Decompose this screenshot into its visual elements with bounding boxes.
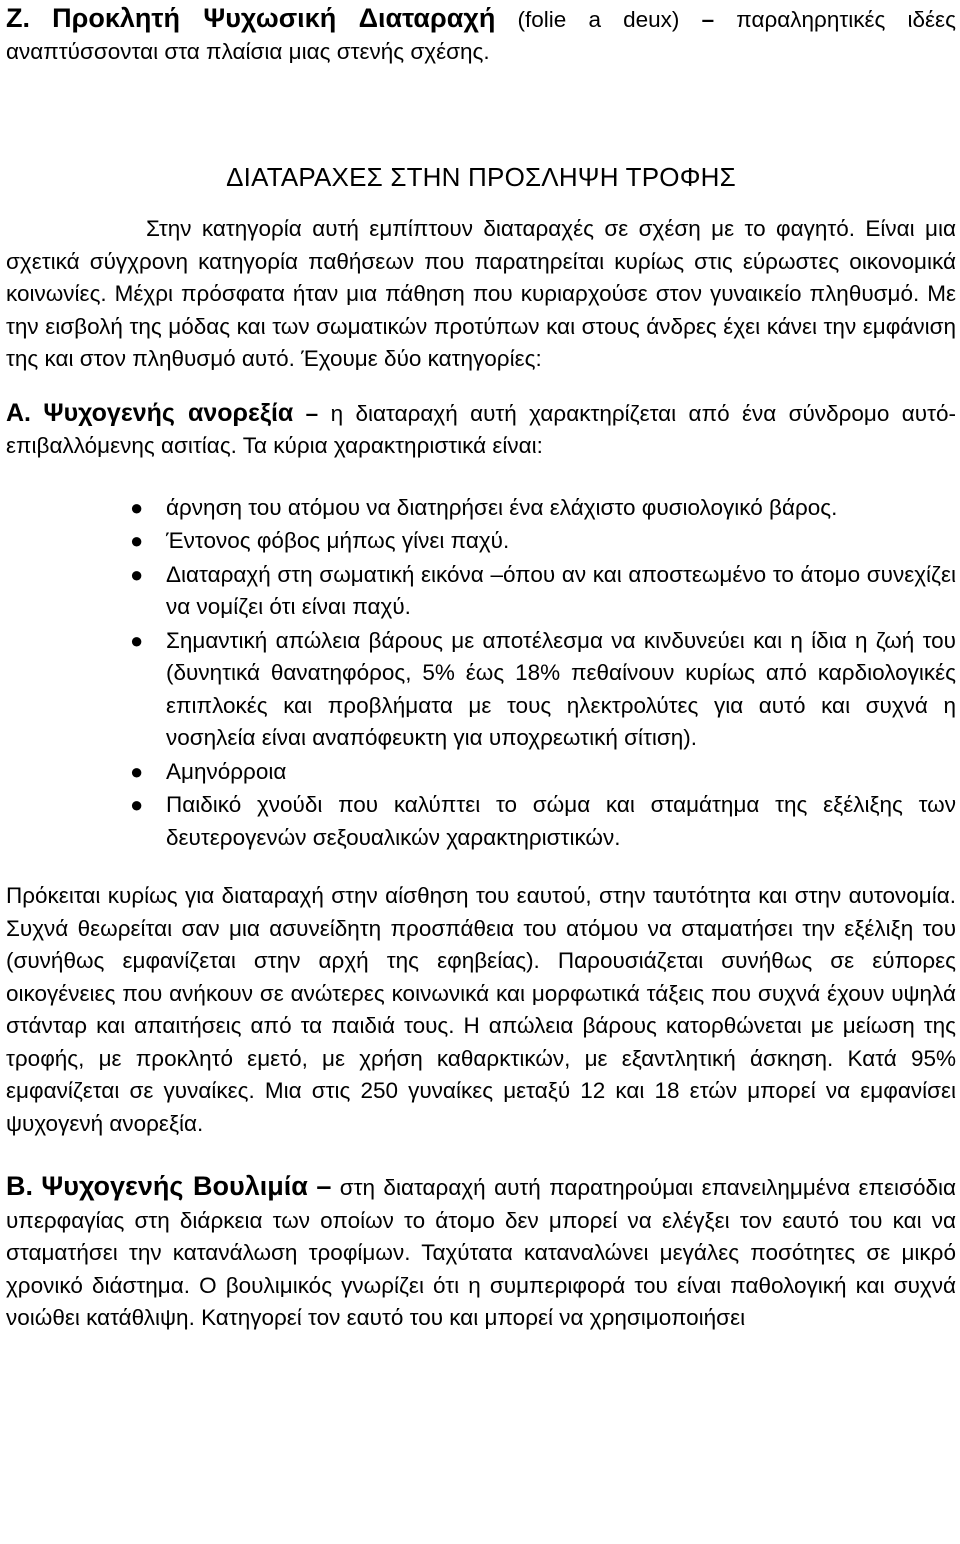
- section-z-title: Προκλητή Ψυχωσική Διαταραχή: [52, 3, 496, 33]
- list-item: [6, 525, 956, 558]
- bullet-icon: ●: [130, 494, 144, 520]
- document-page: [6, 0, 956, 1335]
- list-item-text: Σημαντική απώλεια βάρους με αποτέλεσμα να κινδυνεύει και η ίδια η ζωή του (δυνητικά θανατηφόρος, 5% έως 18% πεθαίνουν κυρίως από καρδιολογικές επιπλοκές και προβλήματα με τους ηλεκτρολύτες για αυτό και συχνά η νοσηλεία είναι αναπόφευκτη για υποχρεωτική σίτιση).: [166, 627, 956, 750]
- bullet-icon: ●: [130, 792, 144, 817]
- section-a-label: Α.: [6, 398, 31, 427]
- section-z-dash: –: [701, 7, 715, 32]
- list-item-text: Έντονος φόβος μήπως γίνει παχύ.: [166, 528, 510, 553]
- list-item-text: Παιδικό χνούδι που καλύπτει το σώμα και σταμάτημα της εξέλιξης των δευτερογενών σεξουαλικών χαρακτηριστικών.: [166, 792, 956, 850]
- section-b-title: Ψυχογενής Βουλιμία: [41, 1171, 308, 1201]
- list-item-text: Αμηνόρροια: [166, 758, 287, 784]
- section-z-text: παραληρητικές ιδέες αναπτύσσονται στα πλαίσια μιας στενής σχέσης.: [6, 7, 956, 64]
- anorexia-description: Πρόκειται κυρίως για διαταραχή στην αίσθηση του εαυτού, στην ταυτότητα και στην αυτονομία. Συχνά θεωρείται σαν μια ασυνείδητη προσπάθεια του ατόμου να σταματήσει την εξέλιξη του (συνήθως εμφανίζεται στην αρχή της εφηβείας). Παρουσιάζεται συνήθως σε εύπορες οικογένειες που ανήκουν σε ανώτερες κοινωνικά και μορφωτικά τάξεις που συχνά έχουν υψηλά στάνταρ και απαιτήσεις από τα παιδιά τους. Η απώλεια βάρους κατορθώνεται με μείωση της τροφής, με προκλητό εμετό, με χρήση καθαρκτικών, με εξαντλητική άσκηση. Κατά 95% εμφανίζεται σε γυναίκες. Μια στις 250 γυναίκες μεταξύ 12 και 18 ετών μπορεί να εμφανίσει ψυχογενή ανορεξία.: [6, 883, 956, 1136]
- list-item: [6, 559, 956, 624]
- section-a-dash: –: [305, 400, 319, 426]
- list-item: [6, 492, 956, 525]
- bullet-icon: ●: [130, 528, 144, 553]
- section-b: [6, 1170, 956, 1335]
- section-b-label: Β.: [6, 1171, 33, 1201]
- bullet-icon: ●: [130, 561, 144, 587]
- section-z: [6, 2, 956, 68]
- characteristics-list: [6, 492, 956, 855]
- section-a-text: η διαταραχή αυτή χαρακτηρίζεται από ένα σύνδρομο αυτό-επιβαλλόμενης ασιτίας. Τα κύρια χαρακτηριστικά είναι:: [6, 400, 956, 458]
- list-item: [6, 756, 956, 789]
- bullet-icon: ●: [130, 758, 144, 784]
- section-z-label: Ζ.: [6, 3, 30, 33]
- section-a: [6, 397, 956, 462]
- bullet-icon: ●: [130, 627, 144, 653]
- section-z-paren: (folie a deux): [517, 7, 680, 32]
- section-b-text: στη διαταραχή αυτή παρατηρούμαι επανειλημμένα επεισόδια υπερφαγίας στη διάρκεια των οποίων το άτομο δεν μπορεί να ελέγξει τον εαυτό του και να σταματήσει την κατανάλωση τροφίμων. Ταχύτατα καταναλώνει μεγάλες ποσότητες σε μικρό χρονικό διάστημα. Ο βουλιμικός γνωρίζει ότι η συμπεριφορά του είναι παθολογική και συχνά νοιώθει κατάθλιψη. Κατηγορεί τον εαυτό του και μπορεί να χρησιμοποιήσει: [6, 1175, 956, 1330]
- page-heading: ΔΙΑΤΑΡΑΧΕΣ ΣΤΗΝ ΠΡΟΣΛΗΨΗ ΤΡΟΦΗΣ: [226, 162, 736, 192]
- section-a-title: Ψυχογενής ανορεξία: [43, 398, 294, 427]
- list-item: [6, 625, 956, 755]
- list-item: [6, 789, 956, 854]
- section-b-dash: –: [316, 1171, 332, 1201]
- list-item-text: άρνηση του ατόμου να διατηρήσει ένα ελάχιστο φυσιολογικό βάρος.: [166, 494, 838, 520]
- intro-paragraph: Στην κατηγορία αυτή εμπίπτουν διαταραχές σε σχέση με το φαγητό. Είναι μια σχετικά σύγχρονη κατηγορία παθήσεων που παρατηρείται κυρίως στις εύρωστες οικονομικά κοινωνίες. Μέχρι πρόσφατα ήταν μια πάθηση που κυριαρχούσε στον γυναικείο πληθυσμό. Με την εισβολή της μόδας και των σωματικών προτύπων και στους άνδρες έχει κάνει την εμφάνιση της και στον πληθυσμό αυτό. Έχουμε δύο κατηγορίες:: [6, 216, 956, 371]
- list-item-text: Διαταραχή στη σωματική εικόνα –όπου αν και αποστεωμένο το άτομο συνεχίζει να νομίζει ότι είναι παχύ.: [166, 561, 956, 619]
